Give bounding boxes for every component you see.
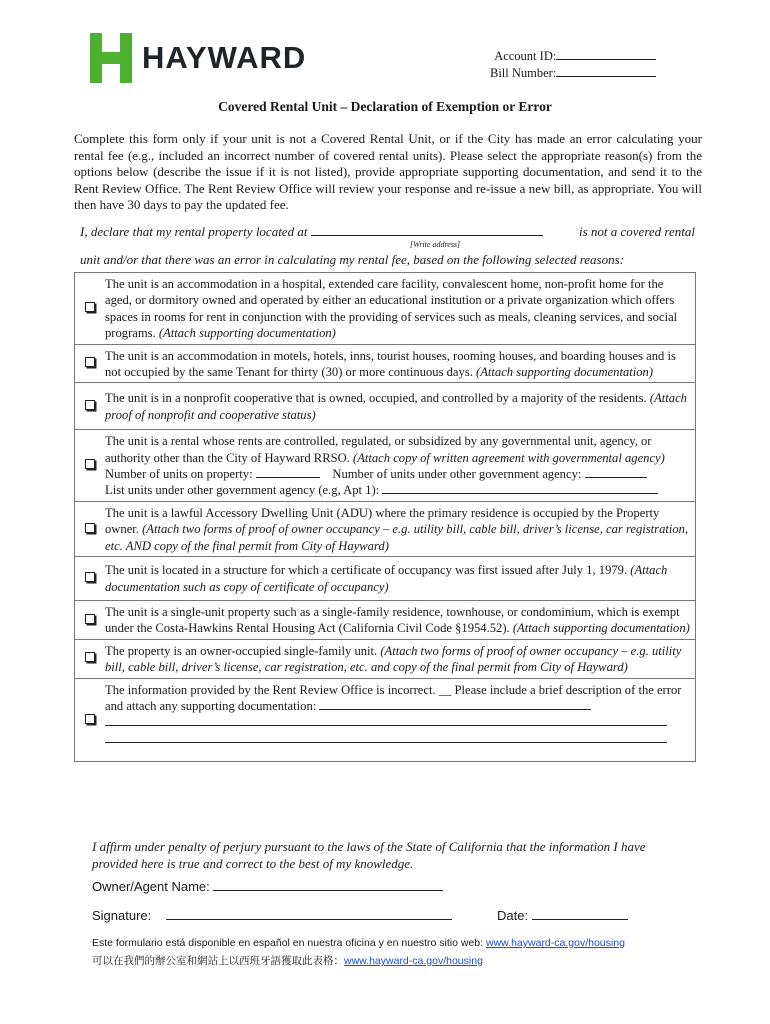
checkbox[interactable] bbox=[85, 614, 95, 624]
option-text: The unit is in a nonprofit cooperative that is owned, occupied, and controlled by a majority of the residents. (Attach proof of nonprofit and cooperative status) bbox=[105, 383, 696, 430]
option-text: The property is an owner-occupied single-family unit. (Attach two forms of proof of owner occupancy – e.g. utility bill, cable bill, driver’s license, car registration, etc. and copy of the final permit from City of Hayward) bbox=[105, 639, 696, 678]
option-row bbox=[75, 600, 696, 639]
checkbox[interactable] bbox=[85, 400, 95, 410]
bill-number-field[interactable] bbox=[556, 65, 656, 77]
bill-number-label: Bill Number: bbox=[490, 66, 557, 80]
option-row bbox=[75, 273, 696, 345]
checkbox[interactable] bbox=[85, 459, 95, 469]
exemption-options-table bbox=[74, 272, 696, 762]
checkbox[interactable] bbox=[85, 523, 95, 533]
housing-link[interactable]: www.hayward-ca.gov/housing bbox=[486, 937, 625, 949]
description-field[interactable] bbox=[319, 698, 591, 710]
spanish-notice bbox=[92, 937, 625, 949]
account-id-label: Account ID: bbox=[494, 49, 557, 63]
account-id-field[interactable] bbox=[556, 48, 656, 60]
affirmation: I affirm under penalty of perjury pursuant to the laws of the State of California that the information I have provided here is true and correct to the best of my knowledge. bbox=[92, 839, 646, 871]
date-row bbox=[497, 908, 628, 923]
hayward-h-icon bbox=[90, 33, 132, 83]
chinese-text: 可以在我們的辦公室和網站上以西班牙語獲取此表格： bbox=[92, 955, 344, 967]
declaration-suffix: is not a covered rental bbox=[578, 224, 695, 239]
date-field[interactable] bbox=[532, 908, 628, 920]
checkbox[interactable] bbox=[85, 357, 95, 367]
spanish-text: Este formulario está disponible en español en nuestra oficina y en nuestro sitio web: bbox=[92, 937, 484, 949]
declaration-line bbox=[80, 224, 695, 240]
option-row bbox=[75, 501, 696, 556]
owner-name-field[interactable] bbox=[213, 879, 443, 891]
list-units-field[interactable] bbox=[382, 482, 658, 494]
account-info bbox=[490, 48, 656, 82]
signature-label: Signature: bbox=[92, 908, 152, 923]
gov-units-field[interactable] bbox=[585, 466, 647, 478]
checkbox[interactable] bbox=[85, 302, 95, 312]
signature-field[interactable] bbox=[166, 908, 452, 920]
option-text: The unit is a single-unit property such as a single-family residence, townhouse, or condominium, which is exempt under the Costa-Hawkins Rental Housing Act (California Civil Code §1954.52). (Attach supporting documentation) bbox=[105, 600, 696, 639]
signature-row bbox=[92, 908, 452, 923]
units-label: Number of units on property: bbox=[105, 467, 253, 482]
option-row bbox=[75, 557, 696, 601]
checkbox[interactable] bbox=[85, 652, 95, 662]
description-line-2[interactable] bbox=[105, 714, 667, 726]
checkbox[interactable] bbox=[85, 714, 95, 724]
units-field[interactable] bbox=[256, 466, 320, 478]
form-title: Covered Rental Unit – Declaration of Exemption or Error bbox=[218, 99, 552, 114]
owner-row bbox=[92, 879, 443, 894]
logo-text: HAYWARD bbox=[142, 40, 307, 75]
option-text: The information provided by the Rent Review Office is incorrect. __ Please include a brief description of the error and attach any supporting documentation: bbox=[105, 678, 696, 762]
address-note: [Write address] bbox=[410, 240, 461, 249]
option-text: The unit is located in a structure for which a certificate of occupancy was first issued after July 1, 1979. (Attach documentation such as copy of certificate of occupancy) bbox=[105, 557, 696, 601]
declaration-prefix: I, declare that my rental property located at bbox=[80, 224, 308, 239]
option-row bbox=[75, 639, 696, 678]
option-text: The unit is an accommodation in a hospital, extended care facility, convalescent home, non-profit home for the aged, or dormitory owned and operated by either an educational institution or a private organization which offers spaces in rooms for rent in conjunction with the providing of services such as meals, cleaning services, and social programs. (Attach supporting documentation) bbox=[105, 277, 678, 341]
option-row bbox=[75, 383, 696, 430]
hayward-logo bbox=[90, 33, 306, 83]
intro-paragraph: Complete this form only if your unit is not a Covered Rental Unit, or if the City has made an error calculating your rental fee (e.g., included an incorrect number of covered rental units). Please select the appropriate reason(s) from the options below (describe the issue if it is not listed), provide appropriate supporting documentation, and send it to the Rent Review Office. The Rent Review Office will review your response and re-issue a new bill, as appropriate. You will then have 30 days to pay the updated fee. bbox=[74, 131, 702, 212]
chinese-notice bbox=[92, 953, 483, 968]
option-row bbox=[75, 430, 696, 502]
housing-link-2[interactable]: www.hayward-ca.gov/housing bbox=[344, 955, 483, 967]
list-units-label: List units under other government agency (e.g, Apt 1): bbox=[105, 483, 380, 498]
date-label: Date: bbox=[497, 908, 529, 923]
gov-units-label: Number of units under other government agency: bbox=[332, 467, 582, 482]
option-row bbox=[75, 344, 696, 383]
description-line-3[interactable] bbox=[105, 731, 667, 743]
checkbox[interactable] bbox=[85, 572, 95, 582]
option-text: The unit is a lawful Accessory Dwelling Unit (ADU) where the primary residence is occupied by the Property owner. (Attach two forms of proof of owner occupancy – e.g. utility bill, cable bill, driver’s license, car registration, etc. AND copy of the final permit from City of Hayward) bbox=[105, 501, 696, 556]
owner-label: Owner/Agent Name: bbox=[92, 879, 210, 894]
option-row bbox=[75, 678, 696, 762]
option-text: The unit is an accommodation in motels, hotels, inns, tourist houses, rooming houses, and boarding houses and is not occupied by the same Tenant for thirty (30) or more continuous days. (Attach supporting documentation) bbox=[105, 344, 696, 383]
option-text: The unit is a rental whose rents are controlled, regulated, or subsidized by any governmental unit, agency, or authority other than the City of Hayward RRSO. (Attach copy of written agreement with governmental agency) Number of units on property: Number of units under other government agency: List units under other government agency (e.g, Apt 1): bbox=[105, 430, 696, 502]
address-field[interactable] bbox=[311, 224, 543, 236]
declaration-line-2: unit and/or that there was an error in calculating my rental fee, based on the following selected reasons: bbox=[80, 252, 625, 267]
